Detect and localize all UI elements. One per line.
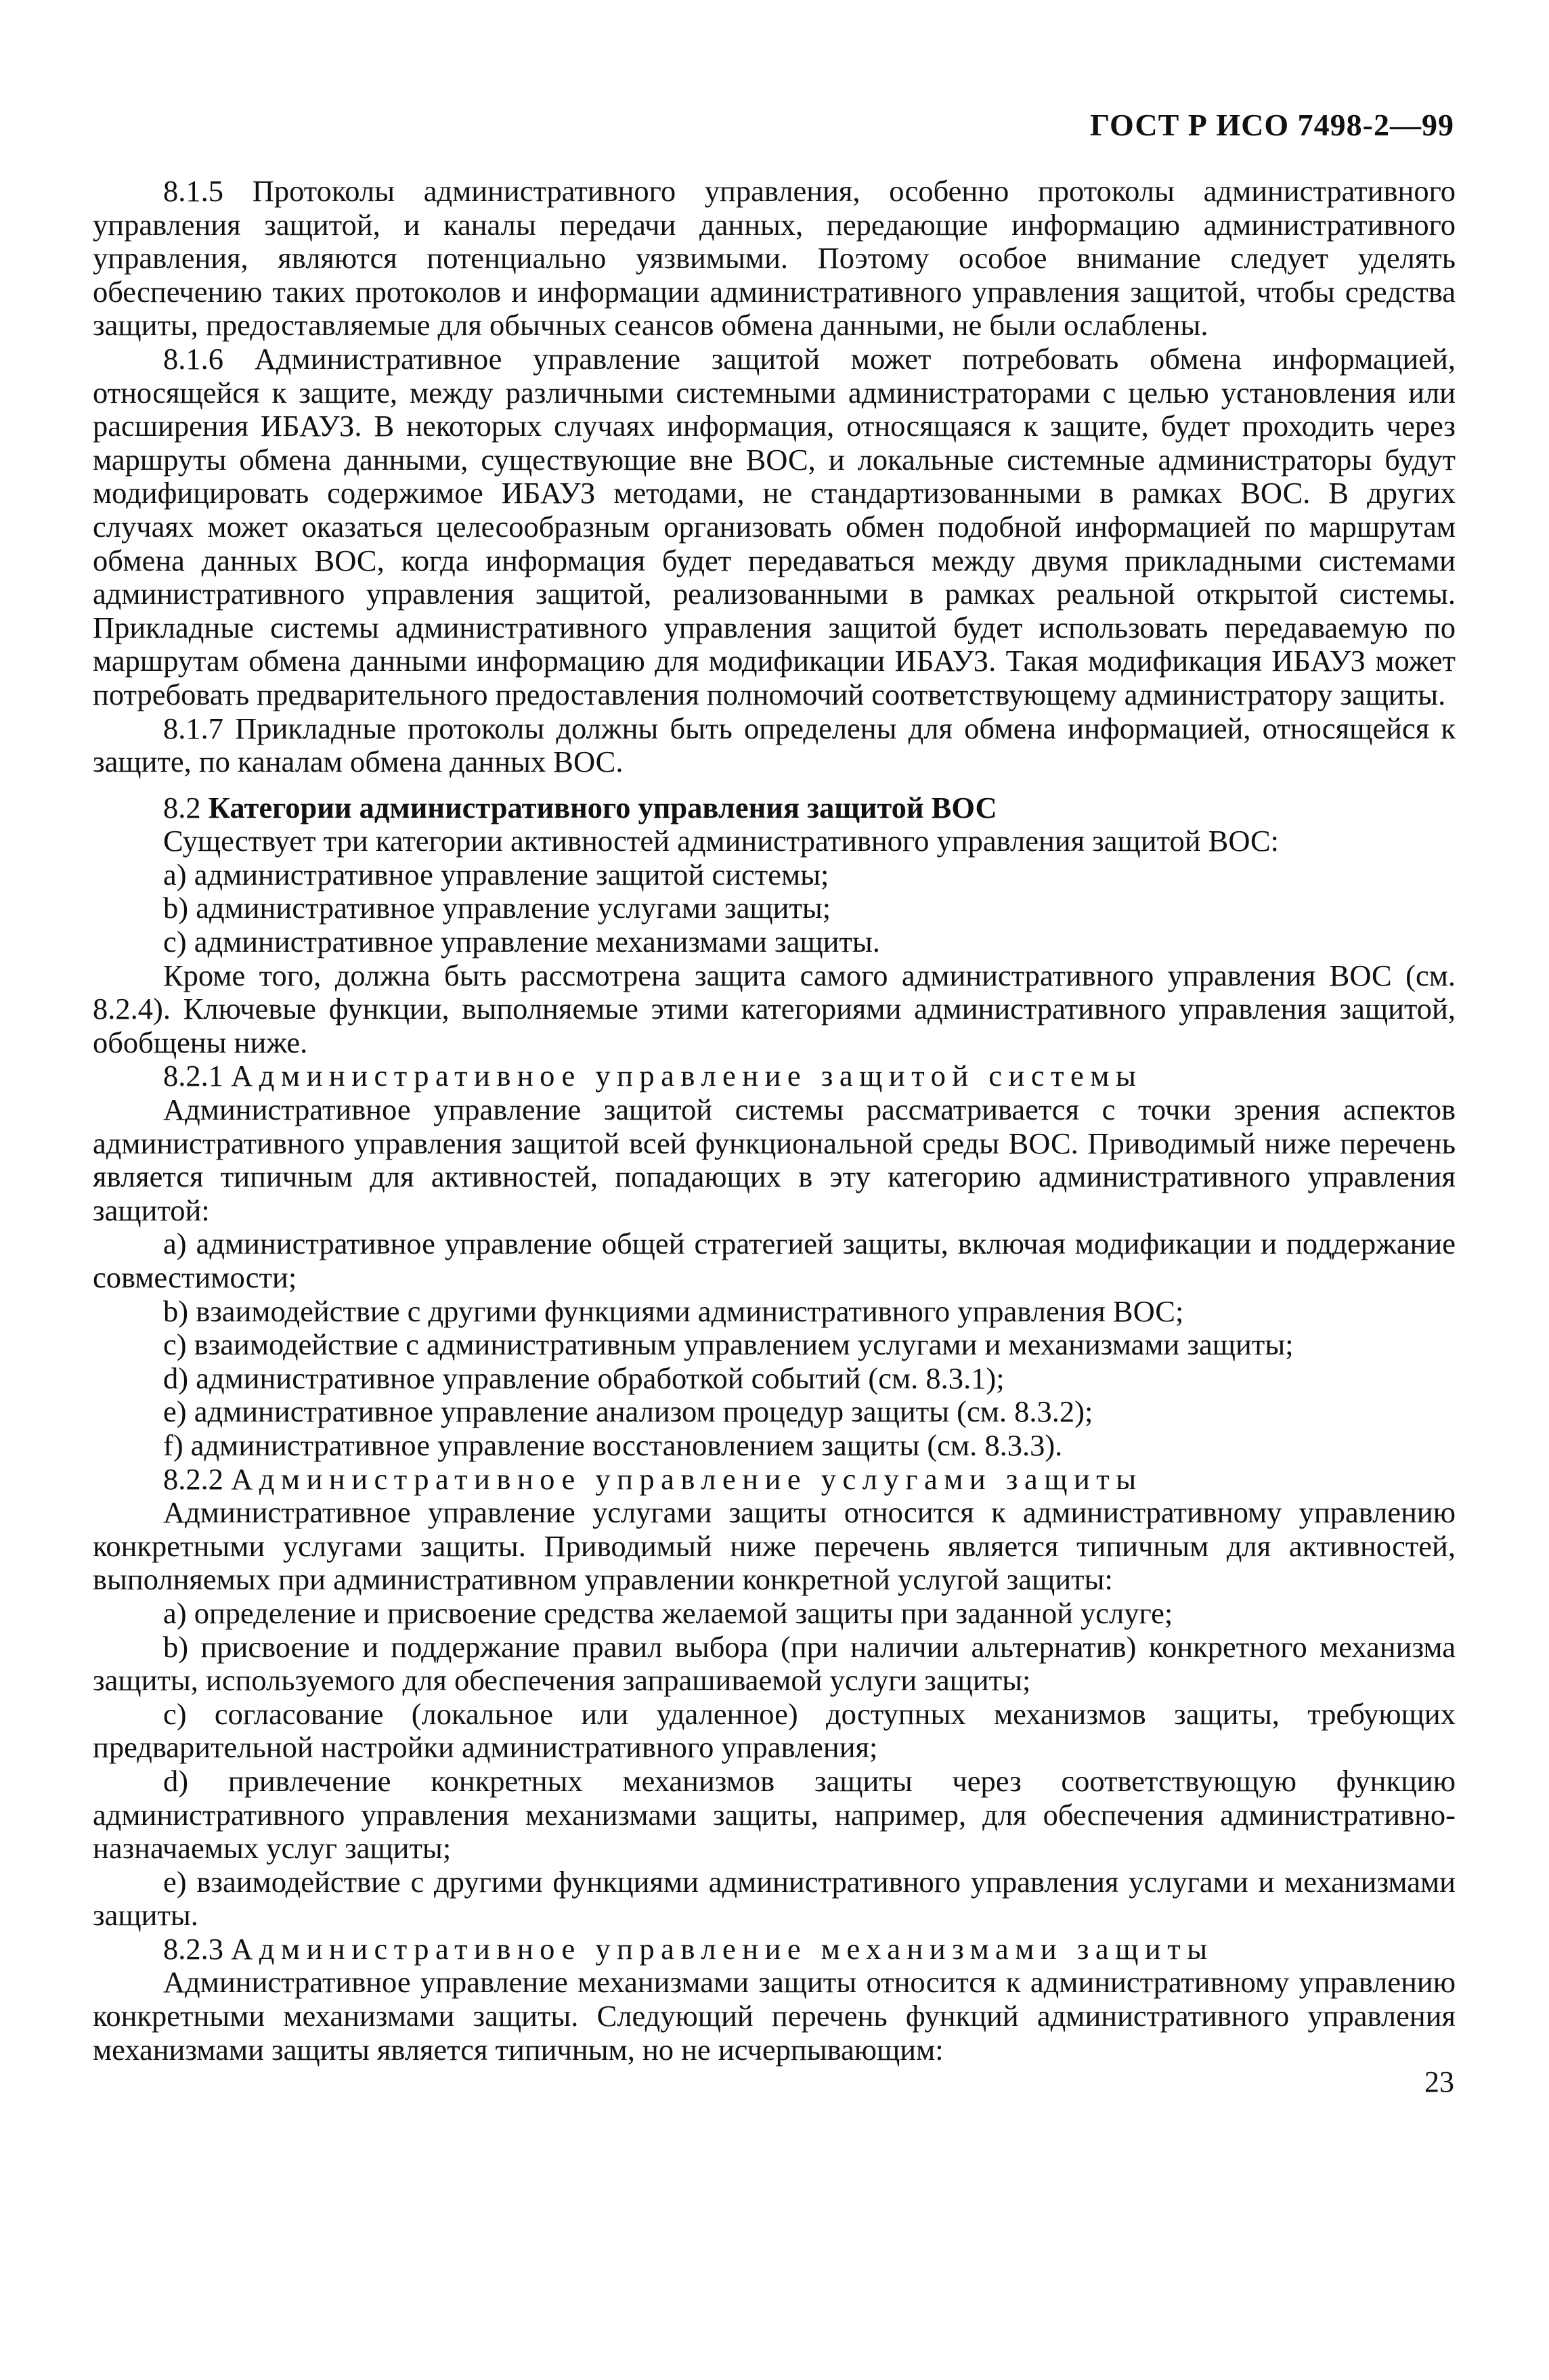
section-heading-8-2-1: [93, 1059, 1456, 1093]
section-number: 8.2.3: [163, 1931, 223, 1966]
list-item: f) административное управление восстановлением защиты (см. 8.3.3).: [163, 1428, 1063, 1462]
section-title: Административное управление механизмами защиты: [231, 1931, 1214, 1966]
list-item: a) административное управление общей стратегией защиты, включая модификации и поддержание совместимости;: [93, 1227, 1456, 1294]
list-item: b) взаимодействие с другими функциями административного управления ВОС;: [163, 1294, 1184, 1328]
document-header-code: ГОСТ Р ИСО 7498-2—99: [1089, 108, 1454, 142]
section-number: 8.2: [163, 790, 201, 824]
section-heading-8-2-3: [93, 1933, 1456, 1966]
list-item: a) определение и присвоение средства желаемой защиты при заданной услуге;: [163, 1595, 1173, 1630]
paragraph-8-2-2-intro: Административное управление услугами защиты относится к административному управлению конкретными услугами защиты. Приводимый ниже перечень является типичным для активностей, выполняемых при административном управлении конкретной услугой защиты:: [93, 1495, 1456, 1597]
list-item: d) привлечение конкретных механизмов защиты через соответствующую функцию административного управления механизмами защиты, например, для обеспечения административно-назначаемых услуг защиты;: [93, 1763, 1456, 1866]
paragraph-8-1-6: 8.1.6 Административное управление защитой может потребовать обмена информацией, относящейся к защите, между различными системными администраторами с целью установления или расширения ИБАУЗ. В некоторых случаях информация, относящаяся к защите, будет проходить через маршруты обмена данными, существующие вне ВОС, и локальные системные администраторы будут модифицировать содержимое ИБАУЗ методами, не стандартизованными в рамках ВОС. В других случаях может оказаться целесообразным организовать обмен подобной информацией по маршрутам обмена данных ВОС, когда информация будет передаваться между двумя прикладными системами административного управления защитой, реализованными в рамках реальной открытой системы. Прикладные системы административного управления защитой будет использовать передаваемую по маршрутам обмена данными информацию для модификации ИБАУЗ. Такая модификация ИБАУЗ может потребовать предварительного предоставления полномочий соответствующему администратору защиты.: [93, 341, 1456, 711]
list-item: c) взаимодействие с административным управлением услугами и механизмами защиты;: [163, 1327, 1294, 1362]
page-number: 23: [1424, 2065, 1454, 2098]
paragraph-8-2-more: Кроме того, должна быть рассмотрена защита самого административного управления ВОС (см. 8.2.4). Ключевые функции, выполняемые этими категориями административного управления защитой, обобщены ниже.: [93, 958, 1456, 1059]
section-title: Административное управление защитой системы: [231, 1059, 1143, 1093]
document-body: [93, 175, 1456, 2067]
list-item: b) административное управление услугами защиты;: [163, 891, 831, 925]
section-gap: [93, 779, 1456, 791]
list-item: e) взаимодействие с другими функциями административного управления услугами и механизмами защиты.: [93, 1864, 1456, 1933]
list-item: c) административное управление механизмами защиты.: [163, 925, 880, 959]
paragraph-8-2-intro: Существует три категории активностей административного управления защитой ВОС:: [163, 824, 1280, 858]
list-item: a) административное управление защитой системы;: [163, 857, 829, 891]
section-heading-8-2: [93, 791, 1456, 825]
paragraph-8-2-3-intro: Административное управление механизмами защиты относится к административному управлению конкретными механизмами защиты. Следующий перечень функций административного управления механизмами защиты является типичным, но не исчерпывающим:: [93, 1965, 1456, 2067]
paragraph-8-2-1-intro: Административное управление защитой системы рассматривается с точки зрения аспектов административного управления защитой всей функциональной среды ВОС. Приводимый ниже перечень является типичным для активностей, попадающих в эту категорию административного управления защитой:: [93, 1093, 1456, 1227]
section-title: Категории административного управления защитой ВОС: [208, 790, 997, 824]
section-heading-8-2-2: [93, 1463, 1456, 1497]
section-number: 8.2.1: [163, 1059, 223, 1093]
list-item: b) присвоение и поддержание правил выбора (при наличии альтернатив) конкретного механизма защиты, используемого для обеспечения запрашиваемой услуги защиты;: [93, 1629, 1456, 1698]
paragraph-8-1-7: 8.1.7 Прикладные протоколы должны быть определены для обмена информацией, относящейся к защите, по каналам обмена данных ВОС.: [93, 711, 1456, 779]
list-item: d) административное управление обработкой событий (см. 8.3.1);: [163, 1361, 1005, 1395]
list-item: e) административное управление анализом процедур защиты (см. 8.3.2);: [163, 1394, 1093, 1429]
section-number: 8.2.2: [163, 1461, 223, 1496]
paragraph-8-1-5: 8.1.5 Протоколы административного управления, особенно протоколы административного управления защитой, и каналы передачи данных, передающие информацию административного управления, являются потенциально уязвимыми. Поэтому особое внимание следует уделять обеспечению таких протоколов и информации административного управления защитой, чтобы средства защиты, предоставляемые для обычных сеансов обмена данными, не были ослаблены.: [93, 174, 1456, 343]
list-item: c) согласование (локальное или удаленное) доступных механизмов защиты, требующих предварительной настройки административного управления;: [93, 1696, 1456, 1765]
section-title: Административное управление услугами защиты: [231, 1461, 1143, 1496]
